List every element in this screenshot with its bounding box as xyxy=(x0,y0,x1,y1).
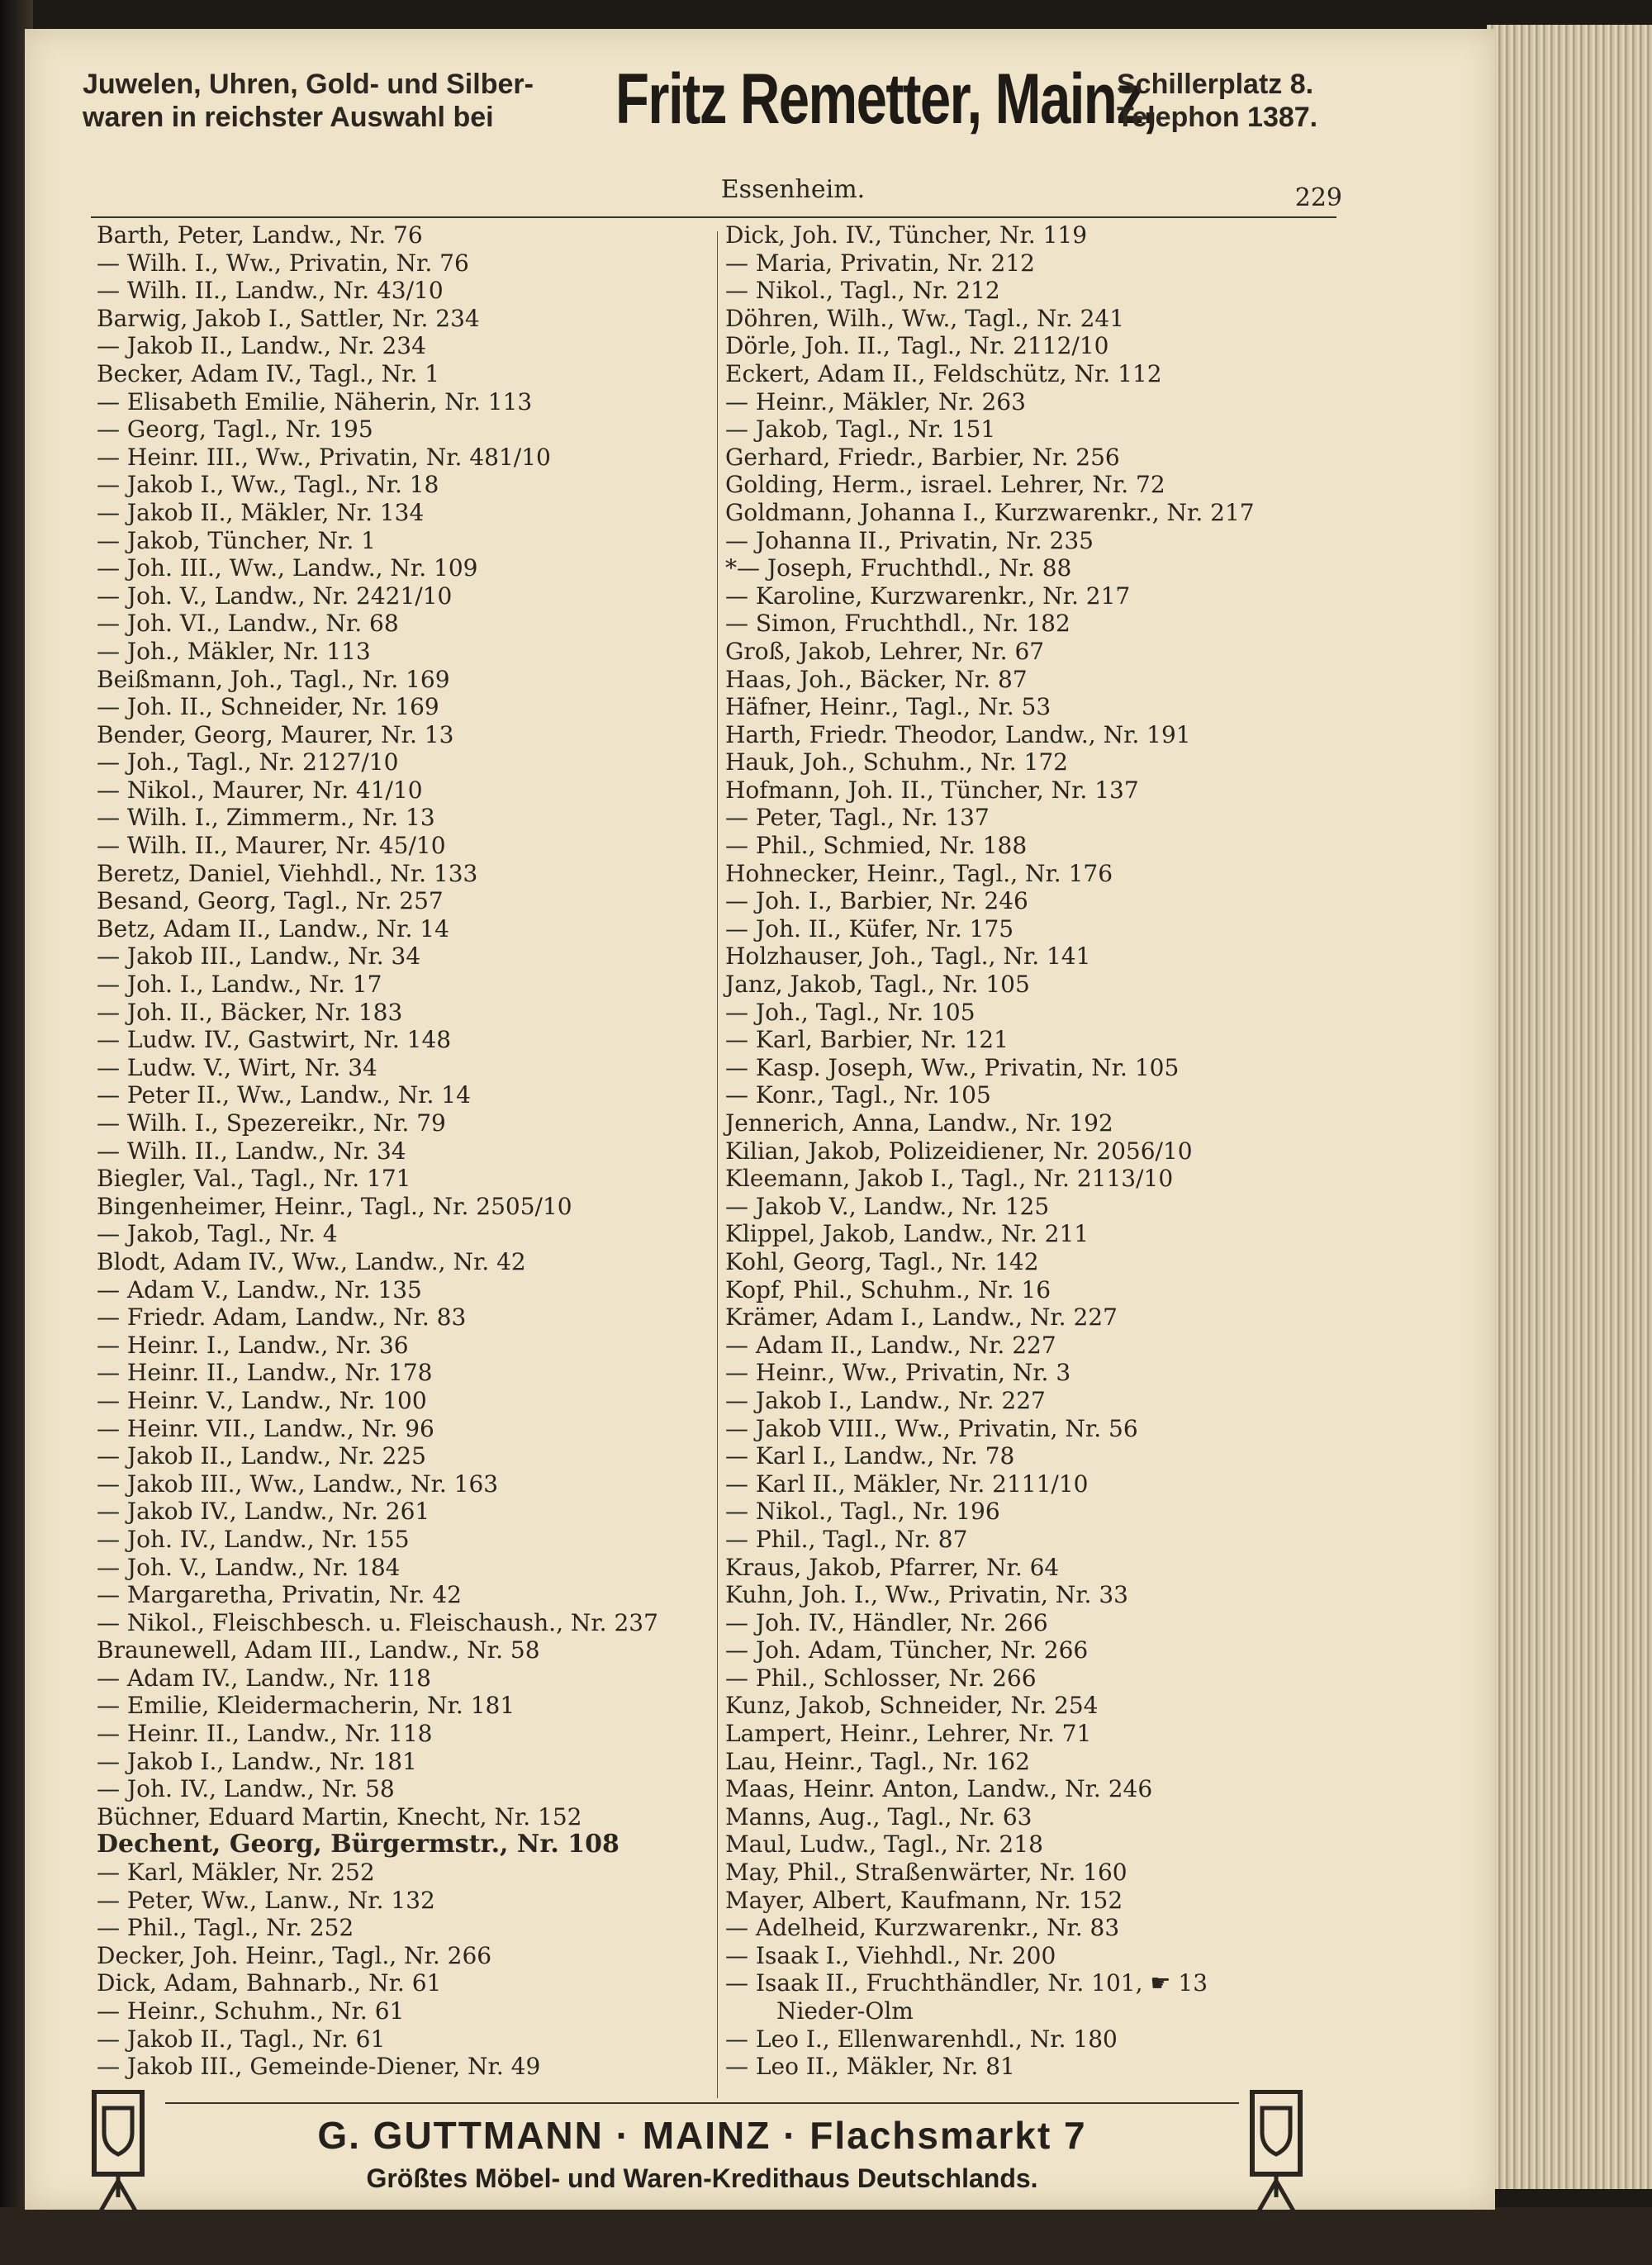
right-column xyxy=(725,221,1370,2081)
directory-entry: Maul, Ludw., Tagl., Nr. 218 xyxy=(725,1831,1043,1859)
directory-entry: Dick, Joh. IV., Tüncher, Nr. 119 xyxy=(725,221,1088,249)
header-left-line2: waren in reichster Auswahl bei xyxy=(83,102,494,133)
directory-entry: — Ludw. IV., Gastwirt, Nr. 148 xyxy=(97,1026,452,1054)
directory-entry: Büchner, Eduard Martin, Knecht, Nr. 152 xyxy=(97,1802,582,1831)
directory-entry: — Joh. II., Küfer, Nr. 175 xyxy=(725,914,1014,943)
directory-entry: — Adam V., Landw., Nr. 135 xyxy=(97,1275,422,1303)
directory-entry: Hauk, Joh., Schuhm., Nr. 172 xyxy=(725,748,1068,776)
directory-entry: Gerhard, Friedr., Barbier, Nr. 256 xyxy=(725,443,1120,471)
directory-entry: Kleemann, Jakob I., Tagl., Nr. 2113/10 xyxy=(725,1165,1174,1193)
directory-entry: — Heinr., Ww., Privatin, Nr. 3 xyxy=(725,1359,1071,1387)
directory-entry: — Isaak I., Viehhdl., Nr. 200 xyxy=(725,1941,1056,1969)
right-shield-ornament xyxy=(1247,2090,1305,2222)
directory-entry: — Karl, Barbier, Nr. 121 xyxy=(725,1026,1009,1054)
directory-entry: — Jakob III., Ww., Landw., Nr. 163 xyxy=(97,1470,499,1498)
directory-entry: — Jakob, Tagl., Nr. 151 xyxy=(725,415,996,444)
directory-entry: Kraus, Jakob, Pfarrer, Nr. 64 xyxy=(725,1553,1060,1581)
directory-entry: — Friedr. Adam, Landw., Nr. 83 xyxy=(97,1303,467,1332)
directory-entry: Kunz, Jakob, Schneider, Nr. 254 xyxy=(725,1692,1099,1720)
directory-entry: — Wilh. II., Maurer, Nr. 45/10 xyxy=(97,832,446,860)
directory-entry: — Kasp. Joseph, Ww., Privatin, Nr. 105 xyxy=(725,1053,1180,1081)
directory-entry: Barwig, Jakob I., Sattler, Nr. 234 xyxy=(97,304,480,332)
directory-entry: — Emilie, Kleidermacherin, Nr. 181 xyxy=(97,1692,515,1720)
header-advert-left xyxy=(83,68,603,134)
directory-entry: Manns, Aug., Tagl., Nr. 63 xyxy=(725,1802,1032,1831)
directory-entry: — Joh. I., Landw., Nr. 17 xyxy=(97,971,382,999)
directory-entry: — Jakob III., Landw., Nr. 34 xyxy=(97,943,421,971)
directory-entry: — Jakob III., Gemeinde-Diener, Nr. 49 xyxy=(97,2053,541,2081)
directory-entry: — Karl I., Landw., Nr. 78 xyxy=(725,1442,1015,1470)
directory-entry: — Jakob I., Landw., Nr. 181 xyxy=(97,1747,417,1775)
directory-entry: Beretz, Daniel, Viehhdl., Nr. 133 xyxy=(97,859,478,887)
directory-entry: — Simon, Fruchthdl., Nr. 182 xyxy=(725,610,1070,638)
directory-entry: — Isaak II., Fruchthändler, Nr. 101, ☛ 13 xyxy=(725,1969,1208,1997)
directory-entry: Haas, Joh., Bäcker, Nr. 87 xyxy=(725,665,1028,693)
directory-entry: — Wilh. II., Landw., Nr. 34 xyxy=(97,1137,406,1165)
directory-entry: Kopf, Phil., Schuhm., Nr. 16 xyxy=(725,1275,1051,1303)
directory-entry: — Jakob II., Tagl., Nr. 61 xyxy=(97,2025,386,2053)
directory-entry: — Jakob II., Mäkler, Nr. 134 xyxy=(97,498,425,526)
directory-entry: — Konr., Tagl., Nr. 105 xyxy=(725,1081,991,1109)
directory-entry: — Jakob I., Landw., Nr. 227 xyxy=(725,1386,1046,1414)
book-bottom-edge xyxy=(0,2207,1652,2265)
directory-entry: Braunewell, Adam III., Landw., Nr. 58 xyxy=(97,1636,540,1664)
directory-entry: Biegler, Val., Tagl., Nr. 171 xyxy=(97,1165,411,1193)
directory-entry: — Jakob IV., Landw., Nr. 261 xyxy=(97,1498,430,1526)
directory-entry: — Heinr. VII., Landw., Nr. 96 xyxy=(97,1414,434,1442)
directory-entry: Dechent, Georg, Bürgermstr., Nr. 108 xyxy=(97,1830,620,1859)
directory-entry: — Joh. II., Bäcker, Nr. 183 xyxy=(97,998,403,1026)
directory-entry: — Joh., Tagl., Nr. 105 xyxy=(725,998,976,1026)
directory-entry: Janz, Jakob, Tagl., Nr. 105 xyxy=(725,971,1030,999)
directory-entry: — Joh., Mäkler, Nr. 113 xyxy=(97,637,371,665)
directory-entry: — Wilh. I., Spezereikr., Nr. 79 xyxy=(97,1109,446,1137)
directory-entry: Hofmann, Joh. II., Tüncher, Nr. 137 xyxy=(725,776,1139,804)
footer-rule xyxy=(165,2102,1239,2104)
directory-entry: Golding, Herm., israel. Lehrer, Nr. 72 xyxy=(725,471,1165,499)
directory-entry: Lau, Heinr., Tagl., Nr. 162 xyxy=(725,1747,1030,1775)
directory-entry: Hohnecker, Heinr., Tagl., Nr. 176 xyxy=(725,859,1113,887)
directory-entry: Barth, Peter, Landw., Nr. 76 xyxy=(97,221,423,249)
header-left-line1: Juwelen, Uhren, Gold- und Silber- xyxy=(83,69,534,100)
directory-entry: — Jakob, Tüncher, Nr. 1 xyxy=(97,526,376,554)
directory-entry: — Leo I., Ellenwarenhdl., Nr. 180 xyxy=(725,2025,1118,2053)
directory-entry: — Heinr., Schuhm., Nr. 61 xyxy=(97,1997,405,2025)
directory-entry: — Heinr. V., Landw., Nr. 100 xyxy=(97,1386,427,1414)
directory-entry: — Nikol., Fleischbesch. u. Fleischaush., Nr. 237 xyxy=(97,1608,658,1636)
footer-advert xyxy=(165,2111,1239,2196)
directory-entry: — Joh. IV., Landw., Nr. 155 xyxy=(97,1525,410,1553)
column-divider xyxy=(717,231,718,2098)
directory-entry: Lampert, Heinr., Lehrer, Nr. 71 xyxy=(725,1720,1092,1748)
directory-entry: — Peter, Tagl., Nr. 137 xyxy=(725,804,990,832)
directory-entry: — Nikol., Tagl., Nr. 212 xyxy=(725,277,1000,305)
directory-entry: — Joh. IV., Landw., Nr. 58 xyxy=(97,1775,395,1803)
directory-entry: — Heinr. II., Landw., Nr. 178 xyxy=(97,1359,433,1387)
directory-entry: Eckert, Adam II., Feldschütz, Nr. 112 xyxy=(725,359,1162,387)
directory-entry: *— Joseph, Fruchthdl., Nr. 88 xyxy=(725,554,1072,582)
directory-entry: — Joh. Adam, Tüncher, Nr. 266 xyxy=(725,1636,1089,1664)
directory-entry: Mayer, Albert, Kaufmann, Nr. 152 xyxy=(725,1886,1123,1914)
directory-entry: — Peter, Ww., Lanw., Nr. 132 xyxy=(97,1886,435,1914)
directory-entry: Klippel, Jakob, Landw., Nr. 211 xyxy=(725,1220,1089,1248)
directory-entry: — Georg, Tagl., Nr. 195 xyxy=(97,415,373,444)
directory-entry: — Adelheid, Kurzwarenkr., Nr. 83 xyxy=(725,1914,1120,1942)
header-right-line1: Schillerplatz 8. xyxy=(1117,69,1314,100)
directory-entry: Kuhn, Joh. I., Ww., Privatin, Nr. 33 xyxy=(725,1581,1128,1609)
directory-entry: Maas, Heinr. Anton, Landw., Nr. 246 xyxy=(725,1775,1153,1803)
directory-entry: — Jakob, Tagl., Nr. 4 xyxy=(97,1220,338,1248)
directory-entry: Harth, Friedr. Theodor, Landw., Nr. 191 xyxy=(725,720,1191,748)
directory-entry: Decker, Joh. Heinr., Tagl., Nr. 266 xyxy=(97,1941,492,1969)
directory-entry: Groß, Jakob, Lehrer, Nr. 67 xyxy=(725,637,1045,665)
directory-entry: — Phil., Schlosser, Nr. 266 xyxy=(725,1664,1037,1692)
directory-entry: — Joh., Tagl., Nr. 2127/10 xyxy=(97,748,399,776)
directory-entry: — Joh. II., Schneider, Nr. 169 xyxy=(97,693,439,721)
directory-entry: — Phil., Schmied, Nr. 188 xyxy=(725,832,1028,860)
directory-entry: — Joh. V., Landw., Nr. 184 xyxy=(97,1553,401,1581)
directory-entry: — Jakob VIII., Ww., Privatin, Nr. 56 xyxy=(725,1414,1138,1442)
directory-entry: Nieder-Olm xyxy=(776,1997,914,2025)
directory-entry: Becker, Adam IV., Tagl., Nr. 1 xyxy=(97,359,440,387)
directory-entry: Bingenheimer, Heinr., Tagl., Nr. 2505/10 xyxy=(97,1192,572,1220)
directory-entry: — Peter II., Ww., Landw., Nr. 14 xyxy=(97,1081,471,1109)
directory-entry: Kilian, Jakob, Polizeidiener, Nr. 2056/10 xyxy=(725,1137,1193,1165)
directory-entry: — Heinr. II., Landw., Nr. 118 xyxy=(97,1720,433,1748)
directory-entry: Döhren, Wilh., Ww., Tagl., Nr. 241 xyxy=(725,304,1125,332)
directory-entry: — Maria, Privatin, Nr. 212 xyxy=(725,249,1035,277)
page-number: 229 xyxy=(1294,183,1342,212)
directory-entry: Besand, Georg, Tagl., Nr. 257 xyxy=(97,887,444,915)
directory-entry: — Elisabeth Emilie, Näherin, Nr. 113 xyxy=(97,387,533,415)
directory-entry: — Wilh. I., Zimmerm., Nr. 13 xyxy=(97,804,435,832)
header-advert-title: Fritz Remetter, Mainz, xyxy=(615,59,1157,139)
footer-advert-line2: Größtes Möbel- und Waren-Kredithaus Deutschlands. xyxy=(366,2163,1038,2193)
directory-entry: — Jakob V., Landw., Nr. 125 xyxy=(725,1192,1050,1220)
directory-entry: Holzhauser, Joh., Tagl., Nr. 141 xyxy=(725,943,1091,971)
directory-entry: — Karl II., Mäkler, Nr. 2111/10 xyxy=(725,1470,1089,1498)
directory-entry: — Adam II., Landw., Nr. 227 xyxy=(725,1331,1056,1359)
directory-entry: — Margaretha, Privatin, Nr. 42 xyxy=(97,1581,462,1609)
directory-entry: — Jakob II., Landw., Nr. 234 xyxy=(97,332,426,360)
left-shield-ornament xyxy=(89,2090,147,2222)
directory-entry: — Leo II., Mäkler, Nr. 81 xyxy=(725,2053,1015,2081)
left-column xyxy=(97,221,700,2081)
directory-entry: Krämer, Adam I., Landw., Nr. 227 xyxy=(725,1303,1118,1332)
directory-entry: — Karl, Mäkler, Nr. 252 xyxy=(97,1859,375,1887)
town-heading: Essenheim. xyxy=(720,175,866,204)
directory-entry: Bender, Georg, Maurer, Nr. 13 xyxy=(97,720,454,748)
directory-entry: — Adam IV., Landw., Nr. 118 xyxy=(97,1664,431,1692)
directory-entry: — Joh. I., Barbier, Nr. 246 xyxy=(725,887,1028,915)
directory-entry: — Joh. III., Ww., Landw., Nr. 109 xyxy=(97,554,478,582)
directory-entry: Dörle, Joh. II., Tagl., Nr. 2112/10 xyxy=(725,332,1109,360)
directory-entry: Kohl, Georg, Tagl., Nr. 142 xyxy=(725,1247,1039,1275)
directory-entry: Betz, Adam II., Landw., Nr. 14 xyxy=(97,914,449,943)
header-rule xyxy=(91,216,1336,218)
directory-entry: — Heinr. III., Ww., Privatin, Nr. 481/10 xyxy=(97,443,551,471)
header-right-line2: Telephon 1387. xyxy=(1117,102,1318,133)
directory-entry: — Wilh. II., Landw., Nr. 43/10 xyxy=(97,277,444,305)
directory-entry: — Jakob II., Landw., Nr. 225 xyxy=(97,1442,426,1470)
directory-entry: Blodt, Adam IV., Ww., Landw., Nr. 42 xyxy=(97,1247,526,1275)
directory-entry: — Phil., Tagl., Nr. 87 xyxy=(725,1525,968,1553)
footer-advert-line1: G. GUTTMANN · MAINZ · Flachsmarkt 7 xyxy=(317,2114,1087,2157)
directory-entry: Goldmann, Johanna I., Kurzwarenkr., Nr. 217 xyxy=(725,498,1255,526)
directory-entry: — Nikol., Maurer, Nr. 41/10 xyxy=(97,776,423,804)
directory-entry: Häfner, Heinr., Tagl., Nr. 53 xyxy=(725,693,1051,721)
directory-entry: — Johanna II., Privatin, Nr. 235 xyxy=(725,526,1094,554)
directory-entry: — Joh. V., Landw., Nr. 2421/10 xyxy=(97,582,453,610)
directory-entry: — Joh. VI., Landw., Nr. 68 xyxy=(97,610,399,638)
directory-entry: — Heinr. I., Landw., Nr. 36 xyxy=(97,1331,409,1359)
page-edges xyxy=(1487,25,1652,2189)
directory-entry: — Joh. IV., Händler, Nr. 266 xyxy=(725,1608,1048,1636)
directory-entry: — Phil., Tagl., Nr. 252 xyxy=(97,1914,354,1942)
directory-entry: — Ludw. V., Wirt, Nr. 34 xyxy=(97,1053,377,1081)
directory-entry: Jennerich, Anna, Landw., Nr. 192 xyxy=(725,1109,1113,1137)
directory-entry: — Nikol., Tagl., Nr. 196 xyxy=(725,1498,1000,1526)
header-advert-right xyxy=(1117,68,1414,134)
directory-entry: Beißmann, Joh., Tagl., Nr. 169 xyxy=(97,665,450,693)
directory-entry: Dick, Adam, Bahnarb., Nr. 61 xyxy=(97,1969,442,1997)
directory-entry: May, Phil., Straßenwärter, Nr. 160 xyxy=(725,1859,1127,1887)
directory-entry: — Heinr., Mäkler, Nr. 263 xyxy=(725,387,1026,415)
directory-entry: — Wilh. I., Ww., Privatin, Nr. 76 xyxy=(97,249,469,277)
directory-entry: — Jakob I., Ww., Tagl., Nr. 18 xyxy=(97,471,439,499)
directory-entry: — Karoline, Kurzwarenkr., Nr. 217 xyxy=(725,582,1131,610)
